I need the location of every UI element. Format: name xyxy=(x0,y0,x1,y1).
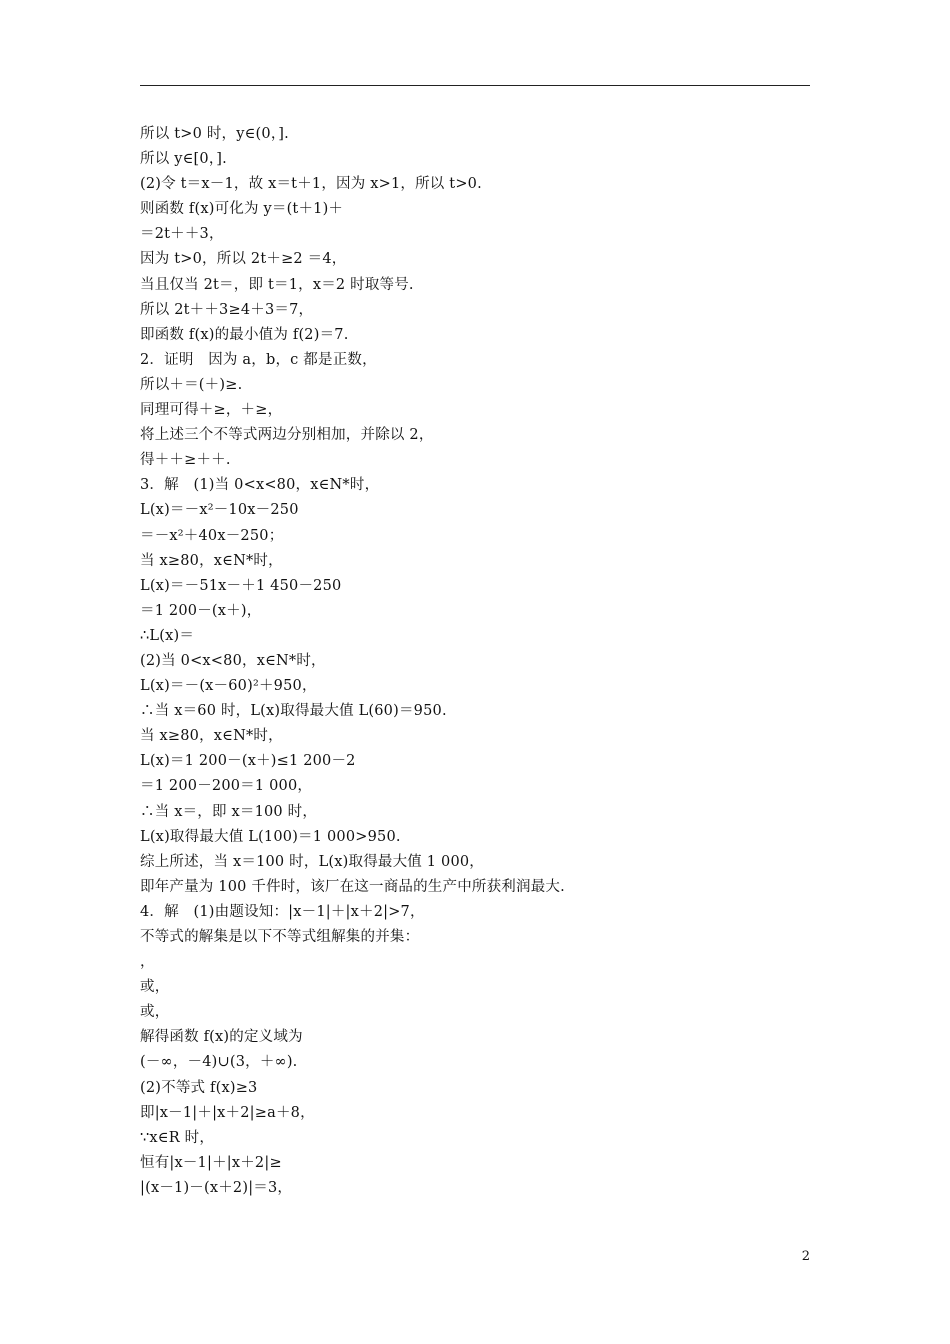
text-line: ∵x∈R 时， xyxy=(140,1129,215,1146)
document-body xyxy=(140,122,820,1201)
text-line: (－∞，－4)∪(3，＋∞). xyxy=(140,1054,298,1071)
text-line: |(x－1)－(x＋2)|＝3， xyxy=(140,1179,293,1196)
text-line: 当 x≥80，x∈N*时， xyxy=(140,552,283,569)
text-line: 不等式的解集是以下不等式组解集的并集： xyxy=(140,929,420,945)
text-line: 或， xyxy=(140,979,170,996)
text-line: 同理可得＋≥，＋≥， xyxy=(140,402,283,419)
text-line: 得＋＋≥＋＋. xyxy=(140,452,231,469)
text-line: ∴L(x)＝ xyxy=(140,627,195,644)
text-line: ＝1 200－200＝1 000， xyxy=(140,778,313,795)
page-number: 2 xyxy=(801,1249,810,1264)
text-line: 3．解 (1)当 0<x<80，x∈N*时， xyxy=(140,477,380,494)
text-line: (2)不等式 f(x)≥3 xyxy=(140,1079,258,1096)
text-line: 2．证明 因为 a，b，c 都是正数， xyxy=(140,351,377,368)
text-line: L(x)＝－x²－10x－250 xyxy=(140,502,299,519)
text-line: 即|x－1|＋|x＋2|≥a＋8， xyxy=(140,1104,315,1121)
text-line: 所以＋＝(＋)≥. xyxy=(140,376,243,393)
text-line: 综上所述，当 x＝100 时，L(x)取得最大值 1 000， xyxy=(140,853,485,870)
text-line: 解得函数 f(x)的定义域为 xyxy=(140,1029,303,1046)
text-line: 即函数 f(x)的最小值为 f(2)＝7. xyxy=(140,326,349,343)
text-line: 当 x≥80，x∈N*时， xyxy=(140,728,283,745)
text-line: (2)令 t＝x－1，故 x＝t＋1，因为 x>1，所以 t>0. xyxy=(140,176,482,193)
text-line: 即年产量为 100 千件时，该厂在这一商品的生产中所获利润最大. xyxy=(140,878,565,895)
text-line: ＝2t＋＋3， xyxy=(140,226,224,243)
header-rule xyxy=(140,85,810,86)
text-line: 因为 t>0，所以 2t＋≥2 ＝4， xyxy=(140,251,347,268)
text-line: ∴当 x＝60 时，L(x)取得最大值 L(60)＝950. xyxy=(140,703,447,720)
text-line: 所以 y∈[0，]. xyxy=(140,151,227,168)
text-line: 恒有|x－1|＋|x＋2|≥ xyxy=(140,1154,282,1171)
text-line: 则函数 f(x)可化为 y＝(t＋1)＋ xyxy=(140,201,344,218)
text-line: L(x)取得最大值 L(100)＝1 000>950. xyxy=(140,828,401,845)
text-line: L(x)＝－51x－＋1 450－250 xyxy=(140,577,342,594)
text-line: 所以 t>0 时，y∈(0，]. xyxy=(140,126,289,142)
text-line: ＝1 200－(x＋)， xyxy=(140,602,262,619)
text-line: 4．解 (1)由题设知：|x－1|＋|x＋2|>7， xyxy=(140,903,425,920)
text-line: 或， xyxy=(140,1004,170,1021)
text-line: ∴当 x＝，即 x＝100 时， xyxy=(140,803,318,820)
text-line: ＝－x²＋40x－250； xyxy=(140,527,284,544)
text-line: L(x)＝1 200－(x＋)≤1 200－2 xyxy=(140,753,356,770)
text-line: 当且仅当 2t＝，即 t＝1，x＝2 时取等号. xyxy=(140,276,414,293)
text-line: 将上述三个不等式两边分别相加，并除以 2， xyxy=(140,427,434,444)
text-line: ， xyxy=(140,954,155,971)
text-line: L(x)＝－(x－60)²＋950， xyxy=(140,678,317,695)
text-line: 所以 2t＋＋3≥4＋3＝7， xyxy=(140,301,314,318)
text-line: (2)当 0<x<80，x∈N*时， xyxy=(140,652,326,669)
